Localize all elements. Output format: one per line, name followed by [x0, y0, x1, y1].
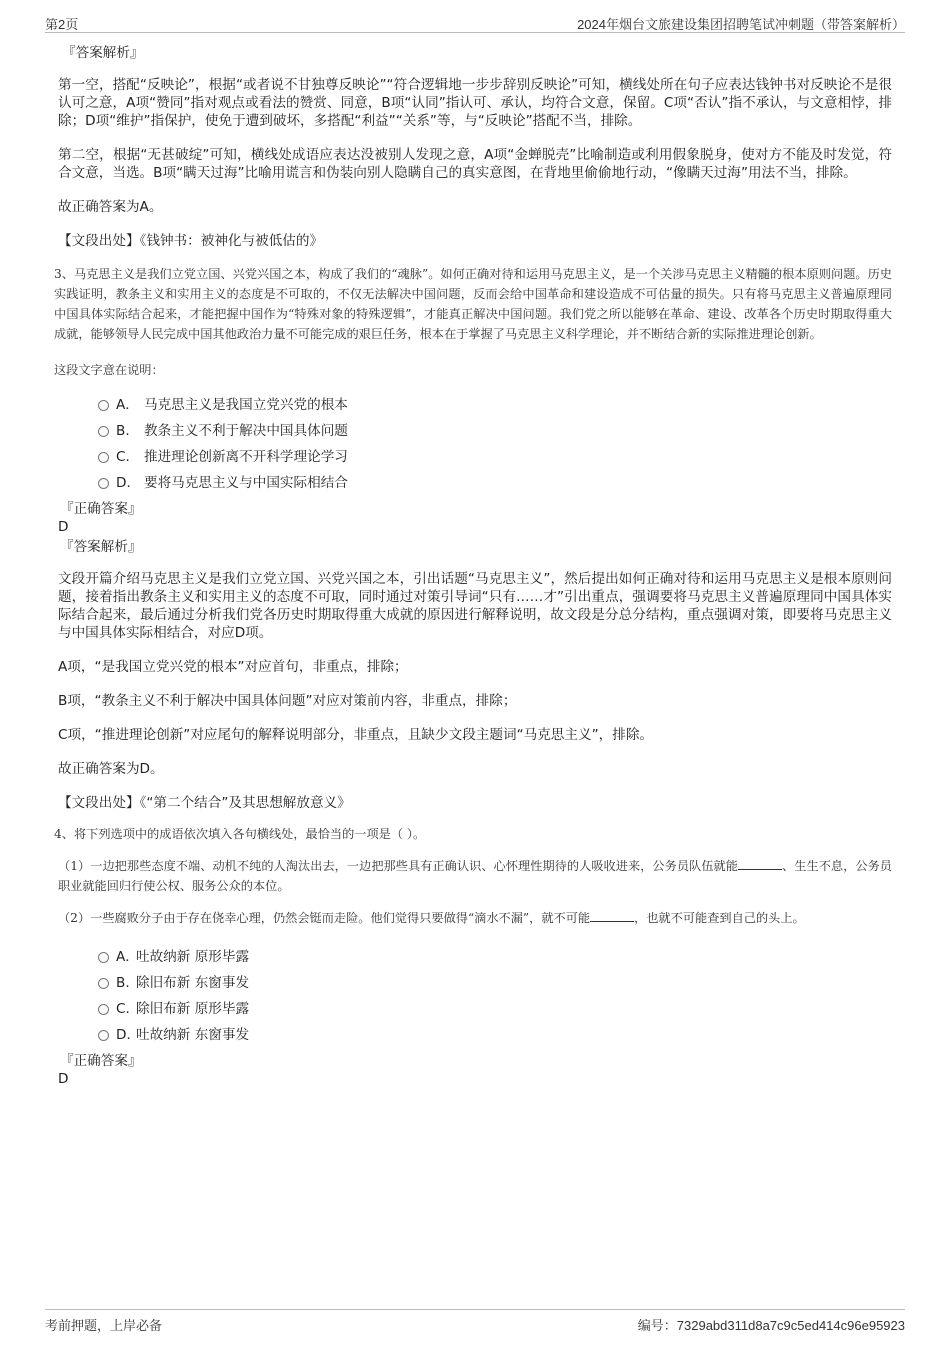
- question-stem: 4、将下列选项中的成语依次填入各句横线处，最恰当的一项是（ ）。: [54, 827, 426, 841]
- source-citation: 【文段出处】《“第二个结合”及其思想解放意义》: [58, 795, 351, 811]
- option-a[interactable]: A． 马克思主义是我国立党兴党的根本: [98, 392, 892, 418]
- option-c[interactable]: C．除旧布新 原形毕露: [98, 996, 892, 1022]
- option-b[interactable]: B． 教条主义不利于解决中国具体问题: [98, 418, 892, 444]
- option-c-note: C项，“推进理论创新”对应尾句的解释说明部分，非重点，且缺少文段主题词“马克思主义”，排除。: [58, 727, 654, 743]
- option-d[interactable]: D．吐故纳新 东窗事发: [98, 1022, 892, 1048]
- analysis-paragraph: 文段开篇介绍马克思主义是我们立党立国、兴党兴国之本，引出话题“马克思主义”，然后提出如何正确对待和运用马克思主义是根本原则问题，接着指出教条主义和实用主义的态度不可取，同时通过对策引导词“只有……才”引出重点，强调要将马克思主义普遍原理同中国具体实际结合起来，最后通过分析我们党各历史时期取得重大成就的原因进行解释说明，故文段是分总分结构，重点强调对策，即要将马克思主义与中国具体实际相结合，对应D项。: [58, 571, 892, 641]
- answer-conclusion: 故正确答案为A。: [58, 199, 163, 215]
- radio-button[interactable]: [98, 452, 109, 463]
- radio-button[interactable]: [98, 1004, 109, 1015]
- correct-answer: D: [58, 519, 69, 535]
- page-header: [45, 12, 905, 33]
- option-a[interactable]: A．吐故纳新 原形毕露: [98, 944, 892, 970]
- option-list: [98, 944, 892, 1048]
- option-b-note: B项，“教条主义不利于解决中国具体问题”对应对策前内容，非重点，排除；: [58, 693, 517, 709]
- analysis-label: 『答案解析』: [62, 45, 144, 61]
- radio-button[interactable]: [98, 1030, 109, 1041]
- analysis-paragraph: 第二空，根据“无甚破绽”可知，横线处成语应表达没被别人发现之意，A项“金蝉脱壳”比喻制造或利用假象脱身，使对方不能及时发觉，符合文意，当选。B项“瞒天过海”比喻用谎言和伪装向别人隐瞒自己的真实意图，在背地里偷偷地行动，“像瞒天过海”用法不当，排除。: [58, 147, 892, 181]
- footer-note: 考前押题，上岸必备: [45, 1318, 163, 1333]
- radio-button[interactable]: [98, 952, 109, 963]
- option-c[interactable]: C． 推进理论创新离不开科学理论学习: [98, 444, 892, 470]
- blank-line: [738, 857, 782, 870]
- analysis-paragraph: 第一空，搭配“反映论”，根据“或者说不甘独尊反映论”“符合逻辑地一步步辞别反映论”可知，横线处所在句子应表达钱钟书对反映论不是很认可之意，A项“赞同”指对观点或看法的赞赏、同意，B项“认同”指认可、承认，均符合文意，保留。C项“否认”指不承认，与文意相悖，排除；D项“维护”指保护，使免于遭到破坏，多搭配“利益”“关系”等，与“反映论”搭配不当，排除。: [58, 77, 892, 129]
- radio-button[interactable]: [98, 478, 109, 489]
- document-title: 2024年烟台文旅建设集团招聘笔试冲刺题（带答案解析）: [577, 17, 905, 32]
- analysis-label: 『答案解析』: [60, 539, 142, 555]
- page-content: [54, 44, 892, 1088]
- page-number: 第2页: [45, 17, 79, 32]
- sentence-2: （2）一些腐败分子由于存在侥幸心理，仍然会铤而走险。他们觉得只要做得“滴水不漏”，就不可能 ，也就不可能查到自己的头上。: [58, 911, 805, 925]
- page-footer: [45, 1309, 905, 1334]
- question-prompt: 这段文字意在说明：: [54, 363, 164, 377]
- radio-button[interactable]: [98, 426, 109, 437]
- answer-conclusion: 故正确答案为D。: [58, 761, 164, 777]
- question-stem: 3、马克思主义是我们立党立国、兴党兴国之本，构成了我们的“魂脉”。如何正确对待和运用马克思主义，是一个关涉马克思主义精髓的根本原则问题。历史实践证明，教条主义和实用主义的态度是不可取的，不仅无法解决中国问题，反而会给中国革命和建设造成不可估量的损失。只有将马克思主义普遍原理同中国具体实际结合起来，才能把握中国作为“特殊对象的特殊逻辑”，才能真正解决中国问题。我们党之所以能够在革命、建设、改革各个历史时期取得重大成就，能够领导人民完成中国其他政治力量不可能完成的艰巨任务，根本在于掌握了马克思主义科学理论，并不断结合新的实际推进理论创新。: [54, 267, 892, 341]
- correct-answer-label: 『正确答案』: [60, 501, 142, 517]
- option-b[interactable]: B．除旧布新 东窗事发: [98, 970, 892, 996]
- radio-button[interactable]: [98, 400, 109, 411]
- radio-button[interactable]: [98, 978, 109, 989]
- option-d[interactable]: D． 要将马克思主义与中国实际相结合: [98, 470, 892, 496]
- blank-line: [590, 909, 634, 922]
- sentence-1: （1）一边把那些态度不端、动机不纯的人淘汰出去，一边把那些具有正确认识、心怀理性期待的人吸收进来，公务员队伍就能 、生生不息，公务员职业就能回归行使公权、服务公众的本位。: [58, 859, 892, 893]
- option-a-note: A项，“是我国立党兴党的根本”对应首句，非重点，排除；: [58, 659, 408, 675]
- document-code: 编号：7329abd311d8a7c9c5ed414c96e95923: [637, 1318, 905, 1333]
- correct-answer-label: 『正确答案』: [60, 1053, 142, 1069]
- source-citation: 【文段出处】《钱钟书：被神化与被低估的》: [58, 233, 324, 249]
- option-list: [98, 392, 892, 496]
- correct-answer: D: [58, 1071, 69, 1087]
